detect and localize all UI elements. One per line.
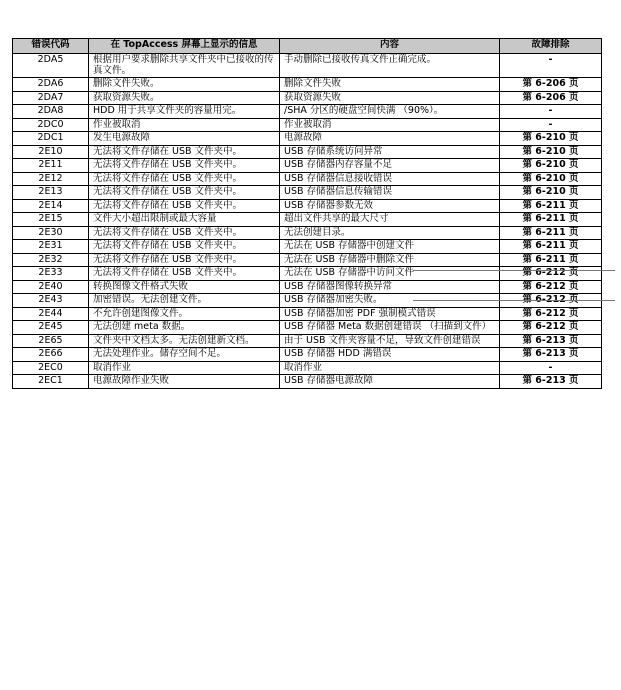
cell-error-code: 2DA6	[13, 78, 89, 92]
error-code-table	[12, 38, 602, 389]
cell-topaccess-message: 获取资源失败。	[89, 91, 280, 105]
cell-troubleshooting: 第 6-212 页	[500, 280, 602, 294]
cell-topaccess-message: 不允许创建图像文件。	[89, 307, 280, 321]
cell-error-code: 2E65	[13, 334, 89, 348]
table-row	[13, 159, 602, 173]
cell-topaccess-message: 无法将文件存储在 USB 文件夹中。	[89, 145, 280, 159]
cell-topaccess-message: 文件大小超出限制或最大容量	[89, 213, 280, 227]
cell-content: USB 存储器信息传输错误	[280, 186, 500, 200]
table-row	[13, 348, 602, 362]
cell-error-code: 2E11	[13, 159, 89, 173]
table-row	[13, 213, 602, 227]
table-row	[13, 186, 602, 200]
cell-topaccess-message: 无法将文件存储在 USB 文件夹中。	[89, 199, 280, 213]
cell-error-code: 2E43	[13, 294, 89, 308]
cell-content: USB 存储器内存容量不足	[280, 159, 500, 173]
header-troubleshooting: 故障排除	[500, 39, 602, 54]
cell-troubleshooting: 第 6-213 页	[500, 348, 602, 362]
cell-content: USB 存储器参数无效	[280, 199, 500, 213]
header-error-code: 错误代码	[13, 39, 89, 54]
cell-error-code: 2E33	[13, 267, 89, 281]
cell-topaccess-message: 无法将文件存储在 USB 文件夹中。	[89, 253, 280, 267]
stray-rule-line	[413, 270, 615, 271]
table-row	[13, 375, 602, 389]
cell-content: 由于 USB 文件夹容量不足，导致文件创建错误	[280, 334, 500, 348]
table-row	[13, 54, 602, 78]
cell-troubleshooting: 第 6-212 页	[500, 294, 602, 308]
cell-content: USB 存储器加密 PDF 强制模式错误	[280, 307, 500, 321]
cell-troubleshooting: 第 6-211 页	[500, 253, 602, 267]
cell-content: 无法创建目录。	[280, 226, 500, 240]
cell-troubleshooting: 第 6-213 页	[500, 334, 602, 348]
table-body	[13, 54, 602, 389]
table-row	[13, 280, 602, 294]
cell-error-code: 2EC0	[13, 361, 89, 375]
cell-error-code: 2DA7	[13, 91, 89, 105]
cell-error-code: 2DC1	[13, 132, 89, 146]
cell-content: USB 存储器信息接收错误	[280, 172, 500, 186]
cell-error-code: 2E32	[13, 253, 89, 267]
cell-content: USB 存储器图像转换异常	[280, 280, 500, 294]
cell-troubleshooting: 第 6-210 页	[500, 186, 602, 200]
table-row	[13, 334, 602, 348]
cell-topaccess-message: 无法处理作业。储存空间不足。	[89, 348, 280, 362]
cell-content: 电源故障	[280, 132, 500, 146]
cell-error-code: 2E45	[13, 321, 89, 335]
cell-content: 无法在 USB 存储器中删除文件	[280, 253, 500, 267]
cell-error-code: 2DA5	[13, 54, 89, 78]
table-row	[13, 267, 602, 281]
cell-troubleshooting: -	[500, 54, 602, 78]
table-row	[13, 321, 602, 335]
cell-troubleshooting: 第 6-213 页	[500, 375, 602, 389]
cell-error-code: 2E44	[13, 307, 89, 321]
table-row	[13, 91, 602, 105]
cell-error-code: 2EC1	[13, 375, 89, 389]
cell-error-code: 2E14	[13, 199, 89, 213]
cell-topaccess-message: 无法将文件存储在 USB 文件夹中。	[89, 172, 280, 186]
cell-topaccess-message: 作业被取消	[89, 118, 280, 132]
cell-troubleshooting: 第 6-210 页	[500, 145, 602, 159]
cell-content: USB 存储器电源故障	[280, 375, 500, 389]
cell-content: /SHA 分区的硬盘空间快满 （90%）。	[280, 105, 500, 119]
cell-topaccess-message: 无法将文件存储在 USB 文件夹中。	[89, 267, 280, 281]
cell-error-code: 2E13	[13, 186, 89, 200]
cell-troubleshooting: 第 6-212 页	[500, 267, 602, 281]
cell-content: USB 存储器 Meta 数据创建错误 （扫描到文件）	[280, 321, 500, 335]
table-row	[13, 172, 602, 186]
cell-troubleshooting: 第 6-210 页	[500, 132, 602, 146]
cell-troubleshooting: 第 6-211 页	[500, 226, 602, 240]
cell-topaccess-message: 删除文件失败。	[89, 78, 280, 92]
cell-content: 无法在 USB 存储器中访问文件	[280, 267, 500, 281]
cell-error-code: 2E30	[13, 226, 89, 240]
cell-troubleshooting: -	[500, 118, 602, 132]
cell-topaccess-message: 电源故障作业失败	[89, 375, 280, 389]
cell-topaccess-message: 转换图像文件格式失败	[89, 280, 280, 294]
cell-topaccess-message: 无法将文件存储在 USB 文件夹中。	[89, 226, 280, 240]
cell-content: 删除文件失败	[280, 78, 500, 92]
cell-troubleshooting: 第 6-212 页	[500, 321, 602, 335]
cell-troubleshooting: 第 6-211 页	[500, 199, 602, 213]
cell-error-code: 2DA8	[13, 105, 89, 119]
cell-content: USB 存储系统访问异常	[280, 145, 500, 159]
table-row	[13, 132, 602, 146]
cell-troubleshooting: 第 6-211 页	[500, 240, 602, 254]
cell-error-code: 2E15	[13, 213, 89, 227]
cell-content: 作业被取消	[280, 118, 500, 132]
cell-troubleshooting: 第 6-206 页	[500, 78, 602, 92]
cell-troubleshooting: -	[500, 361, 602, 375]
header-content: 内容	[280, 39, 500, 54]
cell-content: USB 存储器加密失败。	[280, 294, 500, 308]
cell-content: 获取资源失败	[280, 91, 500, 105]
cell-error-code: 2E66	[13, 348, 89, 362]
cell-topaccess-message: 无法将文件存储在 USB 文件夹中。	[89, 159, 280, 173]
cell-troubleshooting: 第 6-211 页	[500, 213, 602, 227]
cell-topaccess-message: 根据用户要求删除共享文件夹中已接收的传真文件。	[89, 54, 280, 78]
cell-error-code: 2E31	[13, 240, 89, 254]
table-row	[13, 118, 602, 132]
cell-content: 取消作业	[280, 361, 500, 375]
cell-error-code: 2E40	[13, 280, 89, 294]
cell-content: 无法在 USB 存储器中创建文件	[280, 240, 500, 254]
cell-topaccess-message: 加密错误。无法创建文件。	[89, 294, 280, 308]
cell-topaccess-message: HDD 用于共享文件夹的容量用完。	[89, 105, 280, 119]
table-row	[13, 105, 602, 119]
cell-error-code: 2E10	[13, 145, 89, 159]
cell-troubleshooting: 第 6-210 页	[500, 159, 602, 173]
cell-content: 手动删除已接收传真文件正确完成。	[280, 54, 500, 78]
table-row	[13, 145, 602, 159]
table-row	[13, 307, 602, 321]
cell-error-code: 2DC0	[13, 118, 89, 132]
cell-troubleshooting: 第 6-212 页	[500, 307, 602, 321]
table-row	[13, 199, 602, 213]
cell-content: USB 存储器 HDD 满错误	[280, 348, 500, 362]
table-row	[13, 240, 602, 254]
cell-topaccess-message: 发生电源故障	[89, 132, 280, 146]
cell-topaccess-message: 取消作业	[89, 361, 280, 375]
stray-rule-line	[413, 300, 615, 301]
cell-troubleshooting: 第 6-210 页	[500, 172, 602, 186]
table-row	[13, 78, 602, 92]
cell-troubleshooting: 第 6-206 页	[500, 91, 602, 105]
cell-topaccess-message: 文件夹中文档太多。无法创建新文档。	[89, 334, 280, 348]
cell-troubleshooting: -	[500, 105, 602, 119]
cell-content: 超出文件共享的最大尺寸	[280, 213, 500, 227]
table-row	[13, 361, 602, 375]
table-header-row	[13, 39, 602, 54]
header-topaccess-message: 在 TopAccess 屏幕上显示的信息	[89, 39, 280, 54]
table-row	[13, 226, 602, 240]
cell-error-code: 2E12	[13, 172, 89, 186]
cell-topaccess-message: 无法将文件存储在 USB 文件夹中。	[89, 186, 280, 200]
table-row	[13, 253, 602, 267]
cell-topaccess-message: 无法将文件存储在 USB 文件夹中。	[89, 240, 280, 254]
cell-topaccess-message: 无法创建 meta 数据。	[89, 321, 280, 335]
